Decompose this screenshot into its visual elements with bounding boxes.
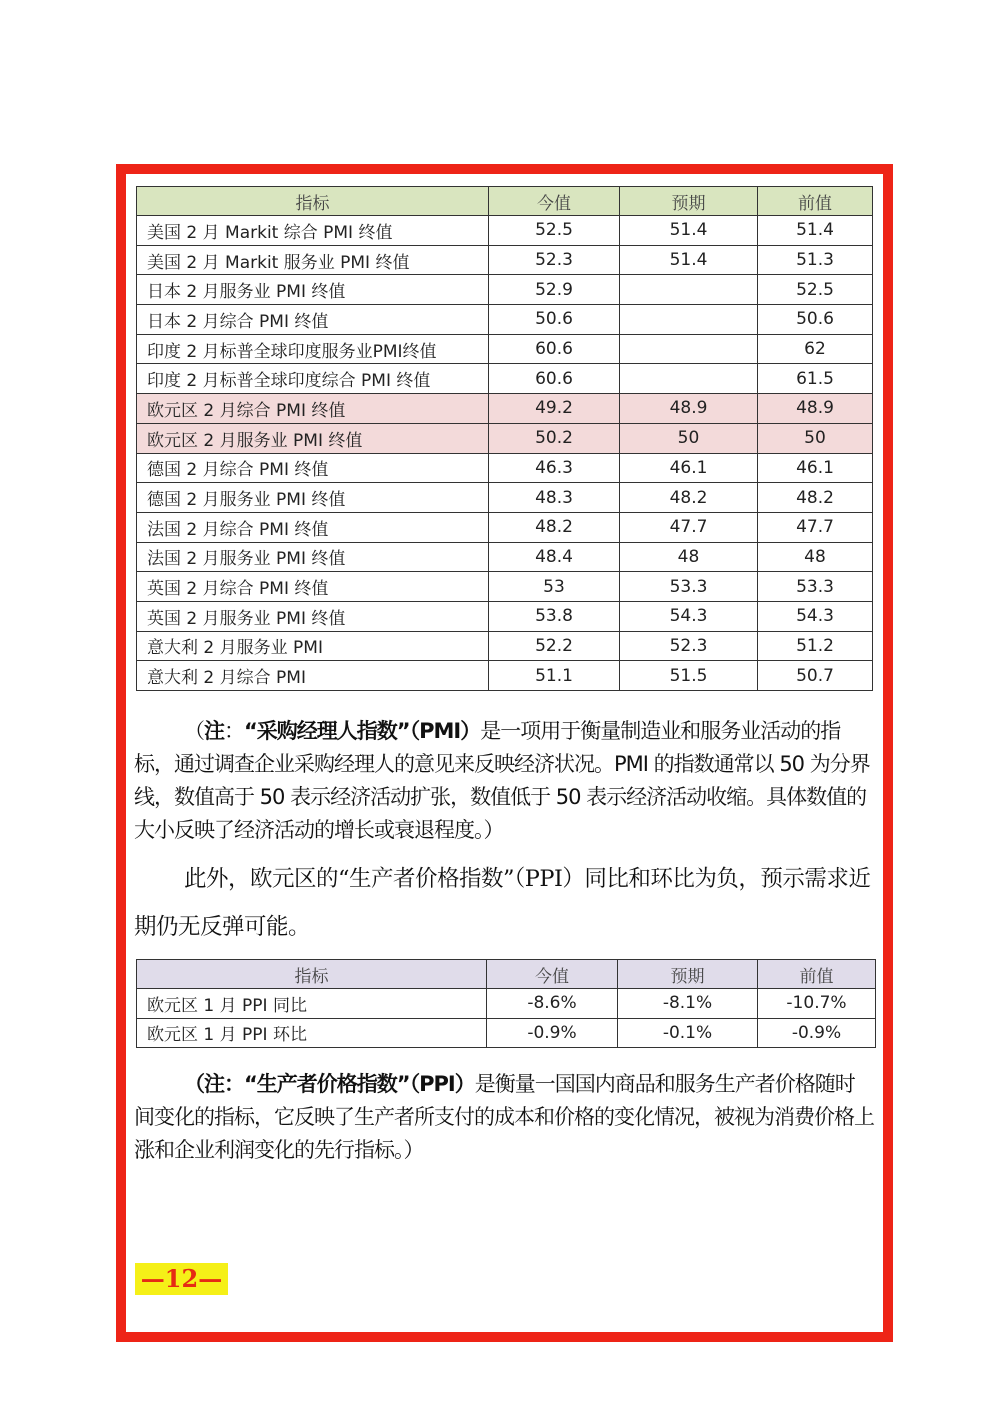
note1-text: 是一项用于衡量制造业和服务业活动的指标，通过调查企业采购经理人的意见来反映经济状况。PMI 的指数通常以 50 为分界线，数值高于 50 表示经济活动扩张，数值低于 50 表示经济活动收缩。具体数值的大小反映了经济活动的增长或衰退程度。） (134, 719, 870, 842)
table-row (137, 305, 873, 335)
table-row (137, 394, 873, 424)
table-header-row (137, 187, 873, 216)
cell-indicator: 印度 2 月标普全球印度综合 PMI 终值 (137, 364, 489, 394)
cell-indicator: 日本 2 月服务业 PMI 终值 (137, 275, 489, 305)
cell-current: 50.2 (489, 423, 620, 453)
cell-previous: 52.5 (758, 275, 873, 305)
cell-previous: 48 (758, 542, 873, 572)
cell-current: 48.3 (489, 483, 620, 513)
cell-expected (620, 305, 758, 335)
table-row (137, 453, 873, 483)
header-expected: 预期 (620, 187, 758, 216)
cell-previous: -0.9% (758, 1018, 876, 1048)
cell-indicator: 欧元区 1 月 PPI 环比 (137, 1018, 487, 1048)
header-previous: 前值 (758, 960, 876, 989)
page-number-dash-right: — (198, 1264, 223, 1293)
cell-indicator: 德国 2 月综合 PMI 终值 (137, 453, 489, 483)
cell-current: 46.3 (489, 453, 620, 483)
cell-expected: 51.5 (620, 661, 758, 691)
note2-text: 是衡量一国国内商品和服务生产者价格随时间变化的指标，它反映了生产者所支付的成本和价格的变化情况，被视为消费价格上涨和企业利润变化的先行指标。） (134, 1072, 874, 1162)
table-row (137, 334, 873, 364)
cell-current: 52.9 (489, 275, 620, 305)
note1-open: （ (184, 719, 204, 743)
table-row (137, 989, 876, 1019)
pmi-table-body (137, 216, 873, 691)
cell-expected: 48.9 (620, 394, 758, 424)
cell-current: 48.4 (489, 542, 620, 572)
cell-previous: 62 (758, 334, 873, 364)
cell-expected: -0.1% (618, 1018, 758, 1048)
note1-colon: ： (224, 719, 244, 743)
table-row (137, 601, 873, 631)
cell-expected: 50 (620, 423, 758, 453)
cell-previous: 46.1 (758, 453, 873, 483)
cell-previous: 48.2 (758, 483, 873, 513)
cell-indicator: 法国 2 月综合 PMI 终值 (137, 512, 489, 542)
cell-indicator: 欧元区 2 月服务业 PMI 终值 (137, 423, 489, 453)
table-row (137, 423, 873, 453)
table-row (137, 661, 873, 691)
cell-indicator: 日本 2 月综合 PMI 终值 (137, 305, 489, 335)
cell-indicator: 德国 2 月服务业 PMI 终值 (137, 483, 489, 513)
cell-previous: 47.7 (758, 512, 873, 542)
cell-previous: 53.3 (758, 572, 873, 602)
cell-indicator: 欧元区 2 月综合 PMI 终值 (137, 394, 489, 424)
cell-previous: 50 (758, 423, 873, 453)
note1-label: 注 (204, 719, 224, 743)
cell-previous: -10.7% (758, 989, 876, 1019)
cell-expected: 48.2 (620, 483, 758, 513)
cell-previous: 51.4 (758, 216, 873, 246)
cell-indicator: 法国 2 月服务业 PMI 终值 (137, 542, 489, 572)
table-row (137, 364, 873, 394)
cell-current: -8.6% (487, 989, 618, 1019)
cell-expected: 51.4 (620, 216, 758, 246)
cell-indicator: 英国 2 月服务业 PMI 终值 (137, 601, 489, 631)
header-expected: 预期 (618, 960, 758, 989)
note1-term: “采购经理人指数”（PMI） (244, 719, 481, 743)
cell-current: 53 (489, 572, 620, 602)
header-current: 今值 (489, 187, 620, 216)
page-number-dash-left: — (140, 1264, 165, 1293)
table-row (137, 542, 873, 572)
cell-indicator: 意大利 2 月服务业 PMI (137, 631, 489, 661)
table-row (137, 275, 873, 305)
table-header-row (137, 960, 876, 989)
cell-current: 53.8 (489, 601, 620, 631)
note2-term: （注：“生产者价格指数”（PPI） (184, 1072, 475, 1096)
cell-expected: 51.4 (620, 245, 758, 275)
header-indicator: 指标 (137, 187, 489, 216)
cell-current: 52.3 (489, 245, 620, 275)
header-current: 今值 (487, 960, 618, 989)
cell-previous: 50.7 (758, 661, 873, 691)
ppi-table (136, 959, 876, 1048)
body-paragraph: 此外，欧元区的“生产者价格指数”（PPI）同比和环比为负，预示需求近期仍无反弹可能。 (134, 866, 871, 940)
cell-previous: 50.6 (758, 305, 873, 335)
table-row (137, 572, 873, 602)
table-row (137, 245, 873, 275)
cell-indicator: 意大利 2 月综合 PMI (137, 661, 489, 691)
table-row (137, 512, 873, 542)
ppi-note (134, 1068, 874, 1167)
cell-previous: 51.3 (758, 245, 873, 275)
cell-indicator: 英国 2 月综合 PMI 终值 (137, 572, 489, 602)
cell-current: 60.6 (489, 364, 620, 394)
cell-current: 52.5 (489, 216, 620, 246)
table-row (137, 216, 873, 246)
cell-current: 48.2 (489, 512, 620, 542)
cell-current: 51.1 (489, 661, 620, 691)
table-row (137, 631, 873, 661)
table-row (137, 1018, 876, 1048)
pmi-note (134, 715, 874, 847)
ppi-table-body (137, 989, 876, 1048)
cell-expected: 53.3 (620, 572, 758, 602)
cell-current: 52.2 (489, 631, 620, 661)
cell-previous: 48.9 (758, 394, 873, 424)
cell-indicator: 印度 2 月标普全球印度服务业PMI终值 (137, 334, 489, 364)
cell-expected: 46.1 (620, 453, 758, 483)
cell-indicator: 欧元区 1 月 PPI 同比 (137, 989, 487, 1019)
header-previous: 前值 (758, 187, 873, 216)
cell-expected (620, 364, 758, 394)
cell-expected (620, 275, 758, 305)
page-number-value: 12 (164, 1264, 199, 1293)
cell-previous: 61.5 (758, 364, 873, 394)
table-row (137, 483, 873, 513)
cell-indicator: 美国 2 月 Markit 服务业 PMI 终值 (137, 245, 489, 275)
cell-current: 49.2 (489, 394, 620, 424)
cell-current: -0.9% (487, 1018, 618, 1048)
cell-previous: 51.2 (758, 631, 873, 661)
cell-expected: -8.1% (618, 989, 758, 1019)
cell-expected: 47.7 (620, 512, 758, 542)
cell-expected: 48 (620, 542, 758, 572)
cell-expected (620, 334, 758, 364)
cell-previous: 54.3 (758, 601, 873, 631)
pmi-table (136, 186, 873, 691)
cell-current: 60.6 (489, 334, 620, 364)
cell-expected: 52.3 (620, 631, 758, 661)
header-indicator: 指标 (137, 960, 487, 989)
cell-expected: 54.3 (620, 601, 758, 631)
cell-indicator: 美国 2 月 Markit 综合 PMI 终值 (137, 216, 489, 246)
page-number (135, 1263, 228, 1295)
cell-current: 50.6 (489, 305, 620, 335)
